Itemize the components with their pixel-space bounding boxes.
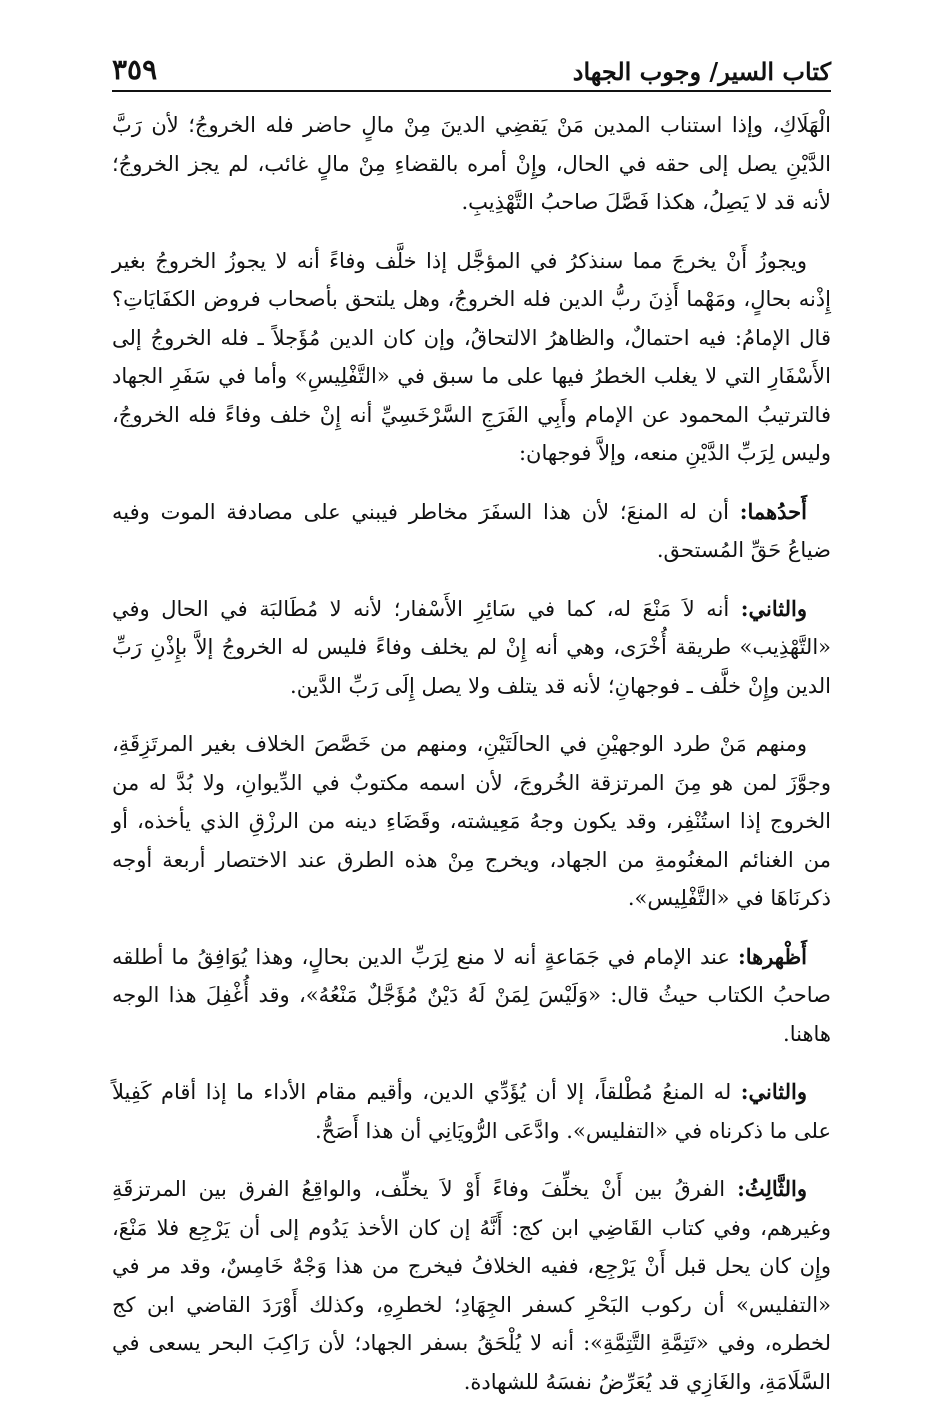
paragraph-text: له المنعُ مُطْلقاً، إلا أن يُؤَدِّي الدين، وأقيم مقام الأداء ما إذا أقام كَفِيلاً على ما ذكرناه في «التفليس». وادَّعَى الرُّويَانِي أن هذا أَصَحُّ. xyxy=(112,1080,831,1143)
paragraph-8 xyxy=(112,1170,831,1401)
paragraph-7 xyxy=(112,1073,831,1150)
paragraph-4 xyxy=(112,590,831,706)
paragraph-text: الفرقُ بين أَنْ يخلِّفَ وفاءً أَوْ لاَ يخلِّف، والواقِعُ الفرق بين المرتزقَةِ وغيرهم، وفي كتاب القَاضِي ابن كج: أَنَّهُ إن كان الأخذ يَدُوم إلى أن يَرْجِع فلا مَنْعَ، وإِن كان يحل قبل أَنْ يَرْجِع، ففيه الخلافُ فيخرج من هذا وَجْهٌ خَامِسٌ، وقد مر في «التفليس» أن ركوب البَحْرِ كسفر الجِهَادِ؛ لخطرِهِ، وكذلك أَوْرَدَ القاضي ابن كج لخطره، وفي «تَتِمَّةِ التَّتِمَّةِ»: أنه لا يُلْحَقُ بسفر الجهاد؛ لأن رَاكِبَ البحر يسعى في السَّلَامَةِ، والغَازِي قد يُعَرِّضُ نفسَهُ للشهادة. xyxy=(112,1177,831,1394)
paragraph-lead: أَظْهرها: xyxy=(737,943,807,969)
paragraph-text: الْهَلَاكِ، وإذا استناب المدين مَنْ يَقضِي الدينَ مِنْ مالٍ حاضر فله الخروجُ؛ لأن رَبَّ الدَّيْنِ يصل إلى حقه في الحال، وإِنْ أمره بالقضاءِ مِنْ مالٍ غائب، لم يجز الخروجُ؛ لأنه قد لا يَصِلُ، هكذا فَصَّلَ صاحبُ التَّهْذِيبِ. xyxy=(112,113,831,214)
page-body xyxy=(112,106,831,1394)
paragraph-3 xyxy=(112,493,831,570)
running-title: كتاب السير/ وجوب الجهاد xyxy=(572,57,831,86)
paragraph-1 xyxy=(112,106,831,222)
paragraph-text: أنه لاَ مَنْعَ له، كما في سَائِرِ الأَسْفار؛ لأنه لا مُطَالبَة في الحال وفي «التَّهْذِيب» طريقة أُخْرَى، وهي أنه إِنْ لم يخلف وفاءً فليس له الخروجُ إلاَّ بإِذْنِ رَبِّ الدين وإِنْ خلَّف ـ فوجهانِ؛ لأنه قد يتلف ولا يصل إِلَى رَبِّ الدَّين. xyxy=(112,596,831,698)
paragraph-text: ومنهم مَنْ طرد الوجهيْنِ في الحالَتَيْنِ، ومنهم من خَصَّصَ الخلاف بغير المرتَزِقَةِ، وجوَّزَ لمن هو مِنَ المرتزقة الخُروجَ، لأن اسمه مكتوبٌ في الدِّيوانِ، ولا بُدَّ له من الخروج إذا استُنْفِر، وقد يكون وجهُ مَعِيشته، وقَضَاءِ دينه من الرزْقِ الذي يأخذه، أو من الغنائم المغنُومةِ من الجهاد، ويخرج مِنْ هذه الطرق عند الاختصار أربعة أوجه ذكرنَاهَا في «التَّفْلِيس». xyxy=(112,732,831,910)
paragraph-lead: أَحدُهما: xyxy=(739,498,807,524)
paragraph-text: ويجوزُ أَنْ يخرجَ مما سنذكرُ في المؤجَّل إذا خلَّف وفاءً أنه لا يجوزُ الخروجُ بغير إِذْنه بحالٍ، ومَهْما أَذِنَ ربُّ الدين فله الخروجُ، وهل يلتحق بأصحاب فروض الكفَايَاتِ؟ قال الإمامُ: فيه احتمالٌ، والظاهرُ الالتحاقُ، وإن كان الدين مُؤَجلاً ـ فله الخروجُ إلى الأَسْفَارِ التي لا يغلب الخطرُ فيها على ما سبق في «التَّفْلِيسِ» وأما في سَفَرِ الجهاد فالترتيبُ المحمود عن الإمام وأَبِي الفَرَجِ السَّرْخَسِيِّ أنه إِنْ خلف وفاءً فله الخروجُ، وليس لِرَبِّ الدَّيْنِ منعه، وإلاَّ فوجهان: xyxy=(112,248,831,465)
paragraph-5 xyxy=(112,725,831,918)
paragraph-6 xyxy=(112,938,831,1054)
paragraph-2 xyxy=(112,242,831,473)
page-header xyxy=(112,46,831,92)
paragraph-lead: والثاني: xyxy=(740,595,807,621)
page-number: ٣٥٩ xyxy=(112,53,158,86)
paragraph-lead: والثاني: xyxy=(740,1079,807,1104)
paragraph-text: أن له المنعَ؛ لأن هذا السفَرَ مخاطر فيبني على مصادفة الموت وفيه ضياعُ حَقِّ المُستحق. xyxy=(112,499,831,562)
paragraph-text: عند الإمام في جَمَاعةٍ أنه لا منع لِرَبِّ الدين بحالٍ، وهذا يُوَافِقُ ما أطلقه صاحبُ الكتاب حيثُ قال: «وَلَيْسَ لِمَنْ لَهُ دَيْنٌ مُؤَجَّلٌ مَنْعُهُ»، وقد أُغْفِلَ هذا الوجه هاهنا. xyxy=(112,944,831,1046)
paragraph-lead: والثَّالِثُ: xyxy=(737,1176,807,1201)
